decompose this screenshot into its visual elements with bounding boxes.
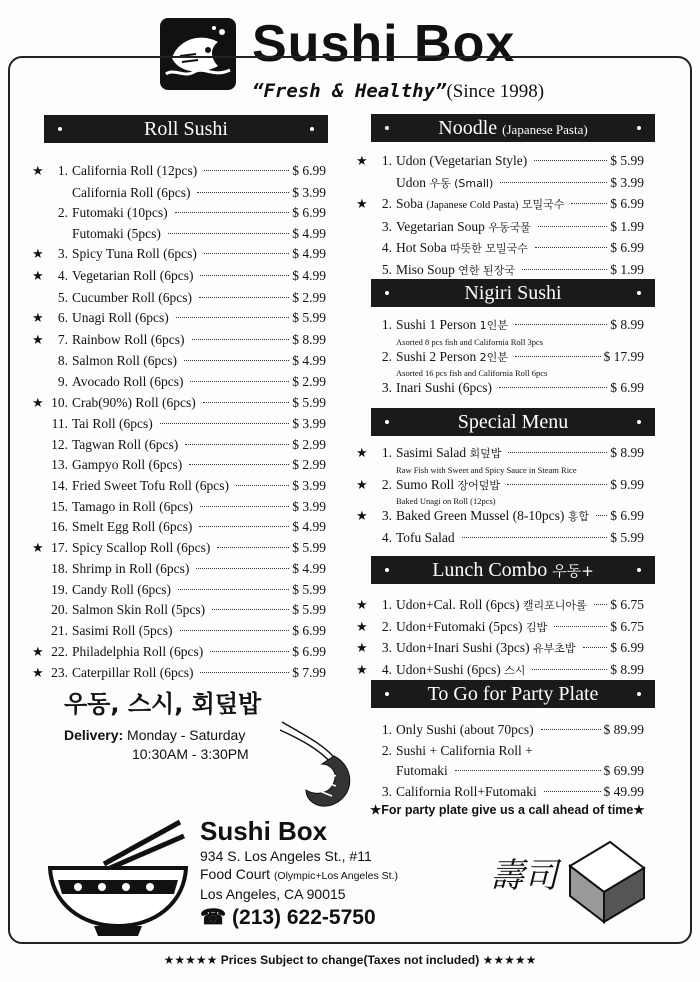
footer-text: Prices Subject to change(Taxes not included) bbox=[220, 953, 480, 967]
item-name: Unagi Roll (6pcs) bbox=[72, 310, 169, 326]
item-price: $ 9.99 bbox=[610, 476, 644, 492]
item-number: 4. bbox=[381, 240, 392, 256]
roll_sushi-item bbox=[32, 538, 326, 560]
item-name: Baked Green Mussel (8-10pcs) 홍합 bbox=[396, 508, 589, 524]
item-price: $ 3.99 bbox=[610, 174, 644, 190]
item-price: $ 6.75 bbox=[610, 618, 644, 634]
item-name: Tai Roll (6pcs) bbox=[72, 416, 153, 432]
item-number: 1. bbox=[57, 163, 68, 178]
item-price: $ 4.99 bbox=[292, 225, 326, 241]
item-name: Caterpillar Roll (6pcs) bbox=[72, 665, 194, 681]
item-description: Raw Fish with Sweet and Spicy Sauce in Steam Rice bbox=[396, 464, 577, 475]
noodle-item bbox=[356, 238, 644, 260]
item-name: Miso Soup 연한 된장국 bbox=[396, 261, 515, 277]
item-number: 10. bbox=[51, 394, 68, 410]
item-price: $ 5.99 bbox=[292, 539, 326, 555]
item-price: $ 4.99 bbox=[292, 353, 326, 369]
item-name-korean: 우동 (Small) bbox=[429, 176, 494, 190]
brand-title: Sushi Box bbox=[252, 15, 516, 73]
item-price: $ 8.99 bbox=[610, 317, 644, 332]
item-price: $ 7.99 bbox=[292, 665, 326, 681]
item-name: Tagwan Roll (6pcs) bbox=[72, 436, 179, 452]
party-item-2-cont: Futomaki $ 69.99 bbox=[396, 763, 644, 779]
star-icon: ★ bbox=[32, 540, 44, 556]
star-icon: ★ bbox=[32, 268, 44, 284]
special-item bbox=[356, 506, 644, 528]
noodle-list bbox=[356, 151, 644, 282]
roll_sushi-item bbox=[32, 372, 326, 393]
item-number: 16. bbox=[51, 519, 68, 535]
item-name-korean: 캘리포니아롤 bbox=[522, 599, 587, 612]
noodle-item bbox=[356, 151, 644, 173]
item-name-korean: 홍합 bbox=[567, 510, 589, 524]
item-price: $ 5.99 bbox=[292, 581, 326, 597]
footer-stars-left: ★★★★★ bbox=[163, 953, 218, 967]
item-number: 1. bbox=[381, 153, 392, 168]
item-name-korean: 장어덮밥 bbox=[457, 478, 501, 492]
item-price: $ 2.99 bbox=[292, 436, 326, 452]
item-price: $ 2.99 bbox=[292, 373, 326, 389]
roll_sushi-item bbox=[32, 559, 326, 580]
tagline-fresh: “Fresh & Healthy” bbox=[252, 80, 447, 102]
item-price: $ 17.99 bbox=[603, 348, 644, 364]
delivery-label: Delivery: bbox=[64, 727, 124, 743]
roll_sushi-item bbox=[32, 663, 326, 685]
star-icon: ★ bbox=[356, 641, 368, 657]
item-number: 6. bbox=[57, 310, 68, 326]
item-number: 14. bbox=[51, 477, 68, 493]
item-price: $ 6.99 bbox=[292, 623, 326, 639]
item-name: Soba (Japanese Cold Pasta) 모밀국수 bbox=[396, 196, 565, 212]
lunch-item bbox=[356, 660, 644, 682]
item-name: Udon 우동 (Small) bbox=[396, 174, 494, 190]
item-name-korean: 1인분 bbox=[479, 319, 508, 332]
roll_sushi-item bbox=[32, 435, 326, 456]
item-number: 11. bbox=[51, 416, 68, 432]
roll_sushi-item bbox=[32, 600, 326, 621]
nigiri-item bbox=[356, 378, 644, 399]
roll_sushi-item bbox=[32, 455, 326, 476]
item-number: 2. bbox=[57, 205, 68, 221]
footer-stars-right: ★★★★★ bbox=[482, 953, 537, 967]
item-name: Sushi 2 Person 2인분 bbox=[396, 348, 508, 364]
roll-sushi-list bbox=[32, 161, 326, 685]
item-number: 4. bbox=[381, 529, 392, 545]
item-price: $ 6.99 bbox=[292, 163, 326, 178]
item-number: 19. bbox=[51, 581, 68, 597]
item-name: Smelt Egg Roll (6pcs) bbox=[72, 519, 193, 535]
lunch-item bbox=[356, 595, 644, 617]
item-number: 8. bbox=[57, 353, 68, 369]
sushi-kanji: 壽司 bbox=[490, 856, 558, 896]
item-number: 15. bbox=[51, 498, 68, 514]
item-number: 4. bbox=[381, 661, 392, 677]
item-name-korean: 연한 된장국 bbox=[458, 263, 515, 277]
address-court: Food Court bbox=[200, 866, 271, 882]
item-name-korean: 2인분 bbox=[479, 350, 508, 364]
item-price: $ 1.99 bbox=[610, 218, 644, 234]
item-name-korean: 김밥 bbox=[525, 620, 548, 634]
item-name: California Roll (6pcs) bbox=[72, 184, 191, 200]
party-item-2: 2. Sushi + California Roll + bbox=[381, 742, 533, 758]
item-number: 2. bbox=[381, 196, 392, 212]
item-number: 2. bbox=[381, 618, 392, 634]
noodle-item bbox=[356, 217, 644, 239]
item-price: $ 5.99 bbox=[610, 529, 644, 545]
roll_sushi-item bbox=[32, 308, 326, 330]
roll_sushi-item bbox=[32, 161, 326, 183]
noodle-title: Noodle bbox=[438, 117, 498, 139]
phone-number[interactable]: (213) 622-5750 bbox=[232, 906, 376, 929]
roll_sushi-item bbox=[32, 266, 326, 288]
item-description: Baked Unagi on Roll (12pcs) bbox=[396, 496, 496, 507]
noodle-header bbox=[371, 114, 655, 142]
item-price: $ 5.99 bbox=[292, 602, 326, 618]
nigiri-header bbox=[371, 279, 655, 307]
roll_sushi-item bbox=[32, 183, 326, 204]
item-price: $ 8.99 bbox=[610, 445, 644, 460]
item-name: Udon (Vegetarian Style) bbox=[396, 153, 528, 168]
roll_sushi-item bbox=[32, 203, 326, 224]
item-price: $ 5.99 bbox=[292, 310, 326, 326]
address-name: Sushi Box bbox=[200, 816, 328, 846]
star-icon: ★ bbox=[32, 311, 44, 327]
item-price: $ 6.99 bbox=[610, 380, 644, 396]
item-number: 17. bbox=[51, 539, 68, 555]
address-court-note: (Olympic+Los Angeles St.) bbox=[273, 870, 398, 882]
item-name: Salmon Skin Roll (5pcs) bbox=[72, 602, 206, 618]
star-icon: ★ bbox=[356, 477, 368, 493]
roll_sushi-item bbox=[32, 244, 326, 266]
item-name: Spicy Scallop Roll (6pcs) bbox=[72, 539, 211, 555]
item-number: 20. bbox=[51, 602, 68, 618]
roll_sushi-item bbox=[32, 580, 326, 601]
special-header bbox=[371, 408, 655, 436]
roll-sushi-header bbox=[44, 115, 328, 143]
item-number: 5. bbox=[57, 289, 68, 305]
item-price: $ 2.99 bbox=[292, 457, 326, 473]
item-name: Avocado Roll (6pcs) bbox=[72, 373, 184, 389]
item-number: 12. bbox=[51, 436, 68, 452]
item-price: $ 3.99 bbox=[292, 416, 326, 432]
footer-note bbox=[0, 953, 700, 967]
phone-icon: ☎ bbox=[200, 906, 227, 929]
party-title: To Go for Party Plate bbox=[427, 683, 599, 705]
item-name: Udon+Sushi (6pcs) 스시 bbox=[396, 661, 526, 677]
item-name: Crab(90%) Roll (6pcs) bbox=[72, 394, 196, 410]
delivery-hours: 10:30AM - 3:30PM bbox=[132, 746, 249, 762]
item-price: $ 2.99 bbox=[292, 289, 326, 305]
item-number: 3. bbox=[381, 640, 392, 656]
item-price: $ 3.99 bbox=[292, 184, 326, 200]
item-price: $ 6.99 bbox=[610, 196, 644, 212]
lunch-item bbox=[356, 617, 644, 639]
item-number: 3. bbox=[381, 380, 392, 396]
item-price: $ 3.99 bbox=[292, 477, 326, 493]
nigiri-title: Nigiri Sushi bbox=[464, 282, 562, 304]
item-name: Fried Sweet Tofu Roll (6pcs) bbox=[72, 477, 230, 493]
item-price: $ 5.99 bbox=[610, 153, 644, 168]
noodle-bowl-icon bbox=[44, 818, 192, 940]
noodle-item bbox=[356, 173, 644, 195]
lunch-list bbox=[356, 595, 644, 681]
item-number: 3. bbox=[381, 508, 392, 524]
lunch-item bbox=[356, 638, 644, 660]
item-name: Sumo Roll 장어덮밥 bbox=[396, 476, 501, 492]
item-name: Inari Sushi (6pcs) bbox=[396, 380, 492, 396]
item-name-korean: 유부초밥 bbox=[532, 642, 576, 656]
roll-sushi-title: Roll Sushi bbox=[144, 118, 228, 140]
roll_sushi-item bbox=[32, 621, 326, 642]
nigiri-item bbox=[356, 315, 644, 337]
item-number: 13. bbox=[51, 457, 68, 473]
item-price: $ 1.99 bbox=[610, 261, 644, 277]
item-price: $ 6.99 bbox=[292, 205, 326, 221]
nigiri-item bbox=[356, 347, 644, 369]
noodle-item bbox=[356, 194, 644, 217]
star-icon: ★ bbox=[32, 666, 44, 682]
roll_sushi-item bbox=[32, 393, 326, 415]
roll_sushi-item bbox=[32, 517, 326, 538]
item-name: Spicy Tuna Roll (6pcs) bbox=[72, 246, 197, 262]
item-price: $ 4.99 bbox=[292, 267, 326, 283]
item-name: Vegetarian Soup 우동국물 bbox=[396, 218, 531, 234]
item-price: $ 6.99 bbox=[292, 643, 326, 659]
party-note: ★For party plate give us a call ahead of time★ bbox=[370, 803, 645, 817]
item-name: Shrimp in Roll (6pcs) bbox=[72, 561, 190, 577]
item-name: Udon+Cal. Roll (6pcs) 캘리포니아롤 bbox=[396, 597, 587, 612]
item-price: $ 6.99 bbox=[610, 640, 644, 656]
delivery-days: Monday - Saturday bbox=[127, 727, 246, 743]
star-icon: ★ bbox=[356, 619, 368, 635]
item-name: Tofu Salad bbox=[396, 529, 455, 545]
star-icon: ★ bbox=[32, 332, 44, 348]
item-description: Asorted 16 pcs fish and California Roll 6pcs bbox=[396, 368, 548, 379]
roll_sushi-item bbox=[32, 224, 326, 245]
nigiri-list bbox=[356, 315, 644, 399]
party-item-3: 3. California Roll+Futomaki $ 49.99 bbox=[381, 783, 644, 799]
item-price: $ 8.99 bbox=[610, 661, 644, 677]
item-price: $ 3.99 bbox=[292, 498, 326, 514]
item-name: Cucumber Roll (6pcs) bbox=[72, 289, 192, 305]
item-number: 3. bbox=[381, 218, 392, 234]
party-list bbox=[356, 720, 644, 802]
item-number: 2. bbox=[381, 476, 392, 492]
sushi-box-icon bbox=[560, 836, 650, 926]
item-name-korean: 회덮밥 bbox=[469, 447, 502, 460]
item-price: $ 4.99 bbox=[292, 519, 326, 535]
item-name: Philadelphia Roll (6pcs) bbox=[72, 643, 204, 659]
item-number: 23. bbox=[51, 665, 68, 681]
item-number: 7. bbox=[57, 331, 68, 347]
item-name: Sushi 1 Person 1인분 bbox=[396, 317, 508, 332]
shrimp-icon bbox=[276, 716, 362, 812]
item-price: $ 6.99 bbox=[610, 508, 644, 524]
item-name-korean: 우동국물 bbox=[488, 220, 531, 234]
item-name: Tamago in Roll (6pcs) bbox=[72, 498, 193, 514]
item-name: Sasimi Roll (5pcs) bbox=[72, 623, 173, 639]
item-name: Hot Soba 따뜻한 모밀국수 bbox=[396, 240, 528, 256]
item-name: Futomaki (10pcs) bbox=[72, 205, 168, 221]
lunch-header bbox=[371, 556, 655, 584]
item-number: 3. bbox=[57, 246, 68, 262]
lunch-title: Lunch Combo bbox=[432, 559, 548, 581]
item-number: 1. bbox=[381, 445, 392, 460]
item-name: Salmon Roll (6pcs) bbox=[72, 353, 177, 369]
item-name: Udon+Inari Sushi (3pcs) 유부초밥 bbox=[396, 640, 576, 656]
roll_sushi-item bbox=[32, 497, 326, 518]
star-icon: ★ bbox=[32, 644, 44, 660]
item-name-korean: 모밀국수 bbox=[521, 198, 565, 212]
item-name: Vegetarian Roll (6pcs) bbox=[72, 267, 194, 283]
star-icon: ★ bbox=[356, 662, 368, 678]
star-icon: ★ bbox=[32, 247, 44, 263]
item-price: $ 6.75 bbox=[610, 597, 644, 612]
item-number: 4. bbox=[57, 267, 68, 283]
roll_sushi-item bbox=[32, 351, 326, 372]
star-icon: ★ bbox=[356, 509, 368, 525]
item-number: 9. bbox=[57, 373, 68, 389]
item-number: 1. bbox=[381, 597, 392, 612]
korean-tagline: 우동, 스시, 회덮밥 bbox=[64, 690, 262, 718]
restaurant-address bbox=[200, 816, 398, 930]
item-note: (Japanese Cold Pasta) bbox=[426, 200, 519, 212]
roll_sushi-item bbox=[32, 414, 326, 435]
party-item-1: 1. Only Sushi (about 70pcs) $ 89.99 bbox=[381, 722, 644, 737]
item-name-korean: 따뜻한 모밀국수 bbox=[450, 242, 528, 256]
star-icon: ★ bbox=[32, 395, 44, 411]
roll_sushi-item bbox=[32, 330, 326, 352]
noodle-subtitle: (Japanese Pasta) bbox=[502, 122, 588, 137]
address-city: Los Angeles, CA 90015 bbox=[200, 886, 346, 902]
special-item bbox=[356, 475, 644, 497]
special-list bbox=[356, 443, 644, 548]
lunch-title-ko: 우동+ bbox=[552, 562, 594, 580]
roll_sushi-item bbox=[32, 288, 326, 309]
star-icon: ★ bbox=[356, 598, 368, 613]
item-name: Gampyo Roll (6pcs) bbox=[72, 457, 183, 473]
tagline-since: (Since 1998) bbox=[446, 81, 545, 102]
item-name: Udon+Futomaki (5pcs) 김밥 bbox=[396, 618, 548, 634]
item-description: Asorted 8 pcs fish and California Roll 3pcs bbox=[396, 336, 544, 347]
roll_sushi-item bbox=[32, 642, 326, 664]
item-number: 21. bbox=[51, 623, 68, 639]
star-icon: ★ bbox=[356, 197, 368, 213]
star-icon: ★ bbox=[356, 154, 368, 169]
item-name: Sasimi Salad 회덮밥 bbox=[396, 445, 502, 460]
item-price: $ 8.99 bbox=[292, 331, 326, 347]
item-price: $ 4.99 bbox=[292, 246, 326, 262]
item-number: 1. bbox=[381, 317, 392, 332]
star-icon: ★ bbox=[356, 446, 368, 461]
item-price: $ 6.99 bbox=[610, 240, 644, 256]
item-number: 5. bbox=[381, 261, 392, 277]
star-icon: ★ bbox=[32, 164, 44, 179]
item-number: 18. bbox=[51, 561, 68, 577]
item-name: Futomaki (5pcs) bbox=[72, 225, 161, 241]
item-name: Rainbow Roll (6pcs) bbox=[72, 331, 185, 347]
item-price: $ 4.99 bbox=[292, 561, 326, 577]
item-name: California Roll (12pcs) bbox=[72, 163, 198, 178]
item-name: Candy Roll (6pcs) bbox=[72, 581, 171, 597]
special-item bbox=[356, 443, 644, 465]
item-name-korean: 스시 bbox=[504, 663, 526, 677]
roll_sushi-item bbox=[32, 476, 326, 497]
item-number: 22. bbox=[51, 643, 68, 659]
delivery-info bbox=[64, 726, 249, 764]
item-price: $ 5.99 bbox=[292, 394, 326, 410]
item-number: 2. bbox=[381, 348, 392, 364]
party-header bbox=[371, 680, 655, 708]
special-item bbox=[356, 528, 644, 549]
special-title: Special Menu bbox=[457, 411, 569, 433]
address-street: 934 S. Los Angeles St., #11 bbox=[200, 848, 372, 864]
